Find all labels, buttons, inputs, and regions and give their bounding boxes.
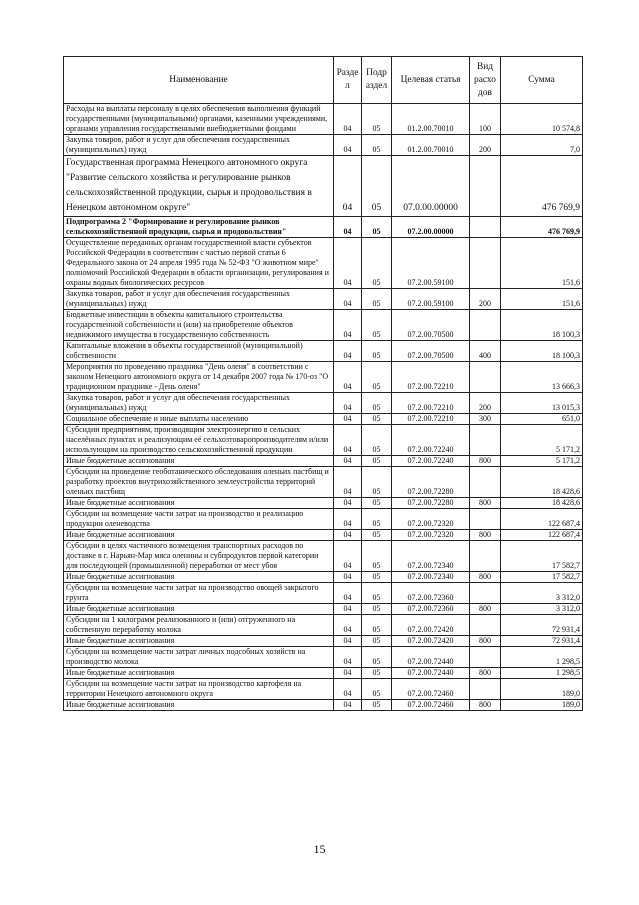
cell-target: 07.2.00.72210	[392, 393, 470, 414]
cell-amount: 72 931,4	[501, 615, 583, 636]
table-header-row	[64, 57, 583, 104]
table-row	[64, 615, 583, 636]
table-row	[64, 362, 583, 393]
cell-target: 01.2.00.70010	[392, 135, 470, 156]
cell-exp-type	[470, 583, 501, 604]
cell-section: 04	[334, 217, 362, 238]
cell-target: 07.2.00.72240	[392, 425, 470, 456]
cell-section: 04	[334, 310, 362, 341]
cell-subsection: 05	[362, 572, 392, 583]
cell-section: 04	[334, 341, 362, 362]
cell-name: Закупка товаров, работ и услуг для обеспечения государственных (муниципальных) нужд	[64, 135, 334, 156]
table-row	[64, 414, 583, 425]
cell-subsection: 05	[362, 217, 392, 238]
cell-subsection: 05	[362, 615, 392, 636]
table-row	[64, 498, 583, 509]
cell-section: 04	[334, 467, 362, 498]
cell-exp-type: 800	[470, 636, 501, 647]
table-row	[64, 156, 583, 217]
cell-amount: 5 171,2	[501, 425, 583, 456]
cell-target: 07.2.00.72280	[392, 498, 470, 509]
cell-exp-type: 400	[470, 341, 501, 362]
cell-subsection: 05	[362, 467, 392, 498]
cell-exp-type: 800	[470, 572, 501, 583]
cell-exp-type: 800	[470, 604, 501, 615]
cell-amount: 122 687,4	[501, 509, 583, 530]
cell-section: 04	[334, 615, 362, 636]
table-row	[64, 572, 583, 583]
cell-name: Субсидии на возмещение части затрат личных подсобных хозяйств на производство молока	[64, 647, 334, 668]
cell-subsection: 05	[362, 541, 392, 572]
cell-amount: 72 931,4	[501, 636, 583, 647]
cell-subsection: 05	[362, 636, 392, 647]
cell-name: Субсидии в целях частичного возмещения транспортных расходов по доставке в г. Нарьян-Мар мяса оленины и субпродуктов первой категории для последующей (промышленной) переработки от мест убоя	[64, 541, 334, 572]
table-row	[64, 341, 583, 362]
col-header-section: Разде л	[334, 57, 362, 104]
budget-table	[63, 56, 583, 711]
cell-target: 07.2.00.72460	[392, 700, 470, 711]
table-row	[64, 289, 583, 310]
cell-name: Закупка товаров, работ и услуг для обеспечения государственных (муниципальных) нужд	[64, 289, 334, 310]
cell-target: 07.2.00.70500	[392, 341, 470, 362]
cell-amount: 7,0	[501, 135, 583, 156]
cell-target: 07.2.00.72420	[392, 636, 470, 647]
cell-target: 07.2.00.72340	[392, 541, 470, 572]
cell-section: 04	[334, 456, 362, 467]
cell-name: Субсидии на 1 килограмм реализованного и (или) отгруженного на собственную переработку молока	[64, 615, 334, 636]
cell-amount: 13 015,3	[501, 393, 583, 414]
table-row	[64, 636, 583, 647]
cell-name: Иные бюджетные ассигнования	[64, 700, 334, 711]
cell-name: Иные бюджетные ассигнования	[64, 456, 334, 467]
cell-subsection: 05	[362, 583, 392, 604]
table-row	[64, 135, 583, 156]
table-row	[64, 467, 583, 498]
cell-amount: 151,6	[501, 289, 583, 310]
cell-section: 04	[334, 700, 362, 711]
cell-name: Иные бюджетные ассигнования	[64, 636, 334, 647]
cell-target: 07.2.00.72460	[392, 679, 470, 700]
cell-section: 04	[334, 135, 362, 156]
cell-name: Закупка товаров, работ и услуг для обеспечения государственных (муниципальных) нужд	[64, 393, 334, 414]
cell-section: 04	[334, 104, 362, 135]
cell-subsection: 05	[362, 156, 392, 217]
cell-subsection: 05	[362, 393, 392, 414]
cell-name: Иные бюджетные ассигнования	[64, 572, 334, 583]
cell-amount: 476 769,9	[501, 156, 583, 217]
cell-section: 04	[334, 509, 362, 530]
cell-exp-type: 800	[470, 456, 501, 467]
cell-amount: 1 298,5	[501, 668, 583, 679]
cell-name: Мероприятия по проведению праздника "День оленя" в соответствии с законом Ненецкого автономного округа от 14 декабря 2007 года № 170-оз "О традиционном празднике - День оленя"	[64, 362, 334, 393]
cell-target: 07.2.00.59100	[392, 238, 470, 289]
cell-section: 04	[334, 583, 362, 604]
cell-target: 07.2.00.72440	[392, 647, 470, 668]
cell-section: 04	[334, 636, 362, 647]
cell-amount: 18 428,6	[501, 498, 583, 509]
cell-target: 07.2.00.72280	[392, 467, 470, 498]
cell-exp-type	[470, 541, 501, 572]
cell-target: 07.2.00.72320	[392, 509, 470, 530]
cell-amount: 18 100,3	[501, 310, 583, 341]
cell-target: 07.2.00.59100	[392, 289, 470, 310]
table-row	[64, 217, 583, 238]
cell-exp-type	[470, 238, 501, 289]
cell-section: 04	[334, 647, 362, 668]
cell-subsection: 05	[362, 456, 392, 467]
cell-amount: 151,6	[501, 238, 583, 289]
cell-exp-type	[470, 647, 501, 668]
cell-subsection: 05	[362, 310, 392, 341]
table-row	[64, 530, 583, 541]
cell-section: 04	[334, 572, 362, 583]
cell-section: 04	[334, 156, 362, 217]
cell-name: Субсидии на возмещение части затрат на производство и реализацию продукции оленеводства	[64, 509, 334, 530]
cell-target: 01.2.00.70010	[392, 104, 470, 135]
cell-exp-type	[470, 362, 501, 393]
cell-section: 04	[334, 530, 362, 541]
cell-subsection: 05	[362, 604, 392, 615]
table-body	[64, 104, 583, 711]
table-row	[64, 604, 583, 615]
table-row	[64, 509, 583, 530]
cell-section: 04	[334, 604, 362, 615]
cell-amount: 18 428,6	[501, 467, 583, 498]
table-row	[64, 679, 583, 700]
cell-amount: 3 312,0	[501, 583, 583, 604]
cell-amount: 5 171,2	[501, 456, 583, 467]
cell-name: Иные бюджетные ассигнования	[64, 604, 334, 615]
cell-exp-type	[470, 679, 501, 700]
cell-subsection: 05	[362, 414, 392, 425]
table-row	[64, 238, 583, 289]
cell-subsection: 05	[362, 530, 392, 541]
cell-subsection: 05	[362, 425, 392, 456]
cell-exp-type: 800	[470, 498, 501, 509]
cell-name: Расходы на выплаты персоналу в целях обеспечения выполнения функций государственными (муниципальными) органами, казенными учреждениями, органами управления государственными внебюджетными фондами	[64, 104, 334, 135]
table-row	[64, 668, 583, 679]
cell-name: Подпрограмма 2 "Формирование и регулирование рынков сельскохозяйственной продукции, сырья и продовольствия"	[64, 217, 334, 238]
cell-exp-type	[470, 156, 501, 217]
cell-subsection: 05	[362, 668, 392, 679]
cell-amount: 189,0	[501, 679, 583, 700]
cell-name: Осуществление переданных органам государственной власти субъектов Российской Федерации в соответствии с частью первой статьи 6 Федерального закона от 24 апреля 1995 года № 52-ФЗ "О животном мире" полномочий Российской Федерации в области организации, регулирования и охраны водных биологических ресурсов	[64, 238, 334, 289]
cell-amount: 122 687,4	[501, 530, 583, 541]
cell-amount: 3 312,0	[501, 604, 583, 615]
cell-amount: 189,0	[501, 700, 583, 711]
cell-target: 07.2.00.72340	[392, 572, 470, 583]
cell-exp-type: 200	[470, 135, 501, 156]
cell-exp-type	[470, 467, 501, 498]
cell-target: 07.2.00.72440	[392, 668, 470, 679]
table-row	[64, 700, 583, 711]
cell-subsection: 05	[362, 341, 392, 362]
cell-subsection: 05	[362, 362, 392, 393]
page-number: 15	[313, 842, 326, 856]
cell-exp-type	[470, 509, 501, 530]
cell-section: 04	[334, 425, 362, 456]
table-row	[64, 583, 583, 604]
cell-exp-type: 200	[470, 393, 501, 414]
cell-name: Государственная программа Ненецкого автономного округа "Развитие сельского хозяйства и регулирование рынков сельскохозяйственной продукции, сырья и продовольствия в Ненецком автономном округе"	[64, 156, 334, 217]
cell-section: 04	[334, 679, 362, 700]
table-row	[64, 456, 583, 467]
cell-exp-type: 100	[470, 104, 501, 135]
cell-name: Социальное обеспечение и иные выплаты населению	[64, 414, 334, 425]
cell-amount: 17 582,7	[501, 572, 583, 583]
cell-exp-type	[470, 425, 501, 456]
cell-subsection: 05	[362, 679, 392, 700]
col-header-exp-type: Вид расхо дов	[470, 57, 501, 104]
cell-section: 04	[334, 541, 362, 572]
col-header-name: Наименование	[64, 57, 334, 104]
cell-name: Бюджетные инвестиции в объекты капитального строительства государственной собственности и (или) на приобретение объектов недвижимого имущества в государственную собственность	[64, 310, 334, 341]
cell-exp-type: 800	[470, 700, 501, 711]
cell-target: 07.2.00.70500	[392, 310, 470, 341]
cell-target: 07.2.00.72360	[392, 604, 470, 615]
cell-exp-type	[470, 217, 501, 238]
cell-target: 07.2.00.72210	[392, 414, 470, 425]
table-row	[64, 541, 583, 572]
cell-exp-type: 200	[470, 289, 501, 310]
cell-exp-type	[470, 310, 501, 341]
table-row	[64, 104, 583, 135]
cell-target: 07.2.00.72320	[392, 530, 470, 541]
cell-section: 04	[334, 362, 362, 393]
col-header-amount: Сумма	[501, 57, 583, 104]
cell-name: Иные бюджетные ассигнования	[64, 498, 334, 509]
cell-subsection: 05	[362, 509, 392, 530]
cell-section: 04	[334, 289, 362, 310]
cell-subsection: 05	[362, 289, 392, 310]
cell-section: 04	[334, 238, 362, 289]
cell-amount: 651,0	[501, 414, 583, 425]
cell-name: Иные бюджетные ассигнования	[64, 530, 334, 541]
cell-subsection: 05	[362, 498, 392, 509]
table-row	[64, 647, 583, 668]
cell-amount: 10 574,8	[501, 104, 583, 135]
cell-subsection: 05	[362, 104, 392, 135]
col-header-target: Целевая статья	[392, 57, 470, 104]
cell-amount: 13 666,3	[501, 362, 583, 393]
cell-name: Субсидии на проведение геоботанического обследования оленьих пастбищ и разработку проектов внутрихозяйственного землеустройства территорий оленьих пастбищ	[64, 467, 334, 498]
cell-name: Иные бюджетные ассигнования	[64, 668, 334, 679]
cell-target: 07.2.00.72210	[392, 362, 470, 393]
cell-amount: 1 298,5	[501, 647, 583, 668]
table-row	[64, 310, 583, 341]
cell-name: Капитальные вложения в объекты государственной (муниципальной) собственности	[64, 341, 334, 362]
cell-subsection: 05	[362, 135, 392, 156]
table-row	[64, 425, 583, 456]
cell-target: 07.2.00.72360	[392, 583, 470, 604]
cell-section: 04	[334, 498, 362, 509]
cell-name: Субсидии на возмещение части затрат на производство овощей закрытого грунта	[64, 583, 334, 604]
cell-target: 07.0.00.00000	[392, 156, 470, 217]
cell-section: 04	[334, 393, 362, 414]
cell-target: 07.2.00.72240	[392, 456, 470, 467]
cell-exp-type	[470, 615, 501, 636]
cell-name: Субсидии предприятиям, производящим электроэнергию в сельских населённых пунктах и реализующим её сельхозтоваропроизводителям и/или использующим на производство сельскохозяйственной продукции	[64, 425, 334, 456]
cell-subsection: 05	[362, 238, 392, 289]
cell-target: 07.2.00.00000	[392, 217, 470, 238]
cell-amount: 17 582,7	[501, 541, 583, 572]
cell-exp-type: 300	[470, 414, 501, 425]
cell-section: 04	[334, 668, 362, 679]
cell-subsection: 05	[362, 700, 392, 711]
cell-name: Субсидии на возмещение части затрат на производство картофеля на территории Ненецкого автономного округа	[64, 679, 334, 700]
cell-amount: 18 100,3	[501, 341, 583, 362]
cell-exp-type: 800	[470, 668, 501, 679]
cell-subsection: 05	[362, 647, 392, 668]
cell-exp-type: 800	[470, 530, 501, 541]
cell-target: 07.2.00.72420	[392, 615, 470, 636]
col-header-subsection: Подр аздел	[362, 57, 392, 104]
cell-section: 04	[334, 414, 362, 425]
cell-amount: 476 769,9	[501, 217, 583, 238]
table-row	[64, 393, 583, 414]
